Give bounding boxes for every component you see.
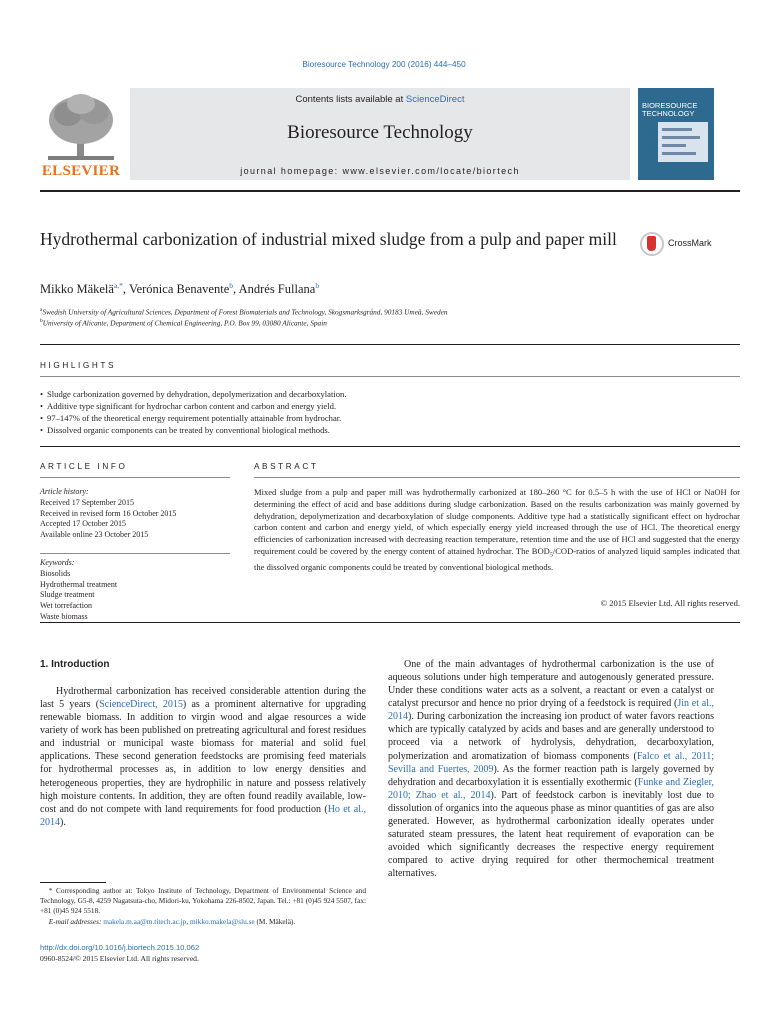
email-label: E-mail addresses:	[48, 916, 104, 926]
author-affil-marker[interactable]: b	[315, 281, 320, 290]
author-affil-marker[interactable]: b	[229, 281, 234, 290]
affiliation-text: University of Alicante, Department of Chemical Engineering, P.O. Box 99, 03080 Alicante, Spain	[42, 318, 327, 328]
section-heading: 1. Introduction	[40, 659, 110, 670]
affiliation	[40, 318, 740, 327]
divider	[40, 477, 230, 478]
article-title: Hydrothermal carbonization of industrial mixed sludge from a pulp and paper mill	[40, 229, 617, 249]
history-label: Article history:	[40, 487, 89, 496]
author-name[interactable]: Andrés Fullana	[238, 282, 316, 297]
citation-link[interactable]: Jin et al., 2014	[388, 698, 714, 723]
citation-link[interactable]: Ho et al., 2014	[40, 803, 367, 828]
homepage-prefix: journal homepage:	[240, 166, 343, 176]
journal-cover-thumbnail[interactable]	[638, 88, 714, 180]
email-link[interactable]: mikko.makela@slu.se	[189, 916, 255, 926]
sciencedirect-link[interactable]: ScienceDirect	[405, 94, 465, 105]
keywords-label: Keywords:	[40, 558, 75, 567]
intro-text: ).	[60, 816, 66, 828]
keyword-item[interactable]: Biosolids	[40, 568, 71, 578]
author-separator: ,	[122, 282, 129, 297]
affiliation-marker: b	[40, 318, 43, 324]
history-revised: Received in revised form 16 October 2015	[40, 508, 177, 518]
keywords	[40, 558, 230, 623]
article-history	[40, 487, 230, 541]
highlights-list	[40, 388, 740, 436]
divider	[40, 553, 230, 554]
citation-link[interactable]: ScienceDirect, 2015	[99, 699, 183, 711]
author-affil-marker[interactable]: a,*	[113, 281, 123, 290]
divider	[40, 446, 740, 447]
crossmark-button[interactable]	[640, 232, 730, 254]
affiliation	[40, 307, 740, 316]
affiliation-text: Swedish University of Agricultural Sciences, Department of Forest Biomaterials and Technology, Skogsmarksgränd, 90183 Umeå, Sweden	[42, 307, 448, 317]
keyword-item[interactable]: Sludge treatment	[40, 590, 95, 600]
email-link[interactable]: makela.m.aa@m.titech.ac.jp	[103, 916, 187, 926]
keyword-item[interactable]: Waste biomass	[40, 611, 88, 621]
footnote	[40, 886, 366, 927]
citation-link[interactable]: Falco et al., 2011; Sevilla and Fuertes, 2009	[388, 750, 715, 775]
cover-figure	[658, 122, 708, 162]
divider	[40, 344, 740, 345]
doi-link[interactable]: http://dx.doi.org/10.1016/j.biortech.2015.10.062	[40, 943, 200, 952]
history-received: Received 17 September 2015	[40, 497, 134, 507]
affiliation-marker: a	[40, 307, 43, 313]
cover-title-line2: TECHNOLOGY	[642, 109, 695, 118]
highlights-heading: HIGHLIGHTS	[40, 361, 117, 370]
divider	[40, 622, 740, 623]
highlight-item: • Additive type significant for hydrochar carbon content and carbon and energy yield.	[40, 400, 740, 412]
header-rule	[40, 190, 740, 192]
email-line	[40, 917, 366, 927]
homepage-url-link[interactable]: www.elsevier.com/locate/biortech	[342, 166, 520, 176]
history-online: Available online 23 October 2015	[40, 530, 149, 540]
author-name[interactable]: Mikko Mäkelä	[40, 282, 114, 297]
abstract-body-end: /COD-ratios of analyzed liquid samples indicated that the dissolved organic components could be treated by conventional biological methods.	[254, 545, 740, 573]
publisher-name: ELSEVIER	[41, 163, 121, 179]
issn-line: 0960-8524/© 2015 Elsevier Ltd. All rights reserved.	[40, 954, 199, 963]
intro-text: ). During carbonization the increasing ion product of water favors reactions which are typically catalyzed by acids and bases and are generally understood to proceed via a network of hydrolysis, dehydration, decarboxylation, polymerization and aromatization of biomass components (	[388, 711, 714, 762]
crossmark-icon	[640, 232, 664, 256]
intro-paragraph-right	[388, 658, 714, 880]
cover-title	[642, 102, 712, 118]
journal-title: Bioresource Technology	[287, 122, 473, 143]
subscript: 5	[549, 552, 553, 559]
divider	[40, 376, 740, 377]
corresponding-author-note: * Corresponding author at: Tokyo Institute of Technology, Department of Environmental Science and Technology, G5-8, 4259 Nagatsuta-cho, Midori-ku, Yokohama 226-8502, Japan. Tel.: +81 (0)45 924 5507, fax: +81 (0)45 924 5518.	[40, 886, 366, 916]
keyword-item[interactable]: Wet torrefaction	[40, 601, 92, 611]
highlight-item: • Dissolved organic components can be treated by conventional biological methods.	[40, 424, 740, 436]
history-accepted: Accepted 17 October 2015	[40, 519, 126, 529]
intro-paragraph-left	[40, 685, 366, 829]
author-separator: ,	[233, 282, 239, 297]
intro-text: ). As the former reaction path is largely governed by dehydration and decarboxylation it is essentially exothermic (	[388, 763, 714, 788]
highlight-item: • 97–147% of the theoretical energy requirement potentially attainable from hydrochar.	[40, 412, 740, 424]
citation-link[interactable]: Funke and Ziegler, 2010; Zhao et al., 2014	[388, 776, 714, 801]
cover-title-line1: BIORESOURCE	[642, 101, 698, 110]
divider	[254, 477, 740, 478]
abstract-text	[254, 487, 740, 574]
author-name[interactable]: Verónica Benavente	[128, 282, 230, 297]
journal-homepage	[130, 166, 630, 176]
intro-text: One of the main advantages of hydrothermal carbonization is the use of aqueous solutions under high temperature and autogenously generated pressure. Under these conditions water acts as a solvent, a reactant or even a catalyst or catalyst precursor and hence no prior drying of a feedstock is required (	[388, 659, 714, 710]
contents-prefix: Contents lists available at	[295, 94, 406, 105]
contents-line	[130, 94, 630, 105]
article-info-heading: ARTICLE INFO	[40, 462, 128, 471]
abstract-body: Mixed sludge from a pulp and paper mill was hydrothermally carbonized at 180–260 °C for 0.5–5 h with the use of HCl or NaOH for determining the effect of acid and base additions during sludge carbonization. Based on the results carbonization was mainly governed by dehydration, depolymerization and decarboxylation of sludge components. Additive type had a statistically significant effect on hydrochar carbon content and carbon and energy yield, of which especially energy yield increased through the use of HCl. The theoretical energy efficiencies of carbonization increased with decreasing reaction temperature, retention time and the use of HCl and suggested that the energy requirement could be covered by the energy content of attained hydrochar. The BOD	[254, 487, 740, 556]
crossmark-label: CrossMark	[668, 238, 712, 248]
abstract-copyright: © 2015 Elsevier Ltd. All rights reserved.	[600, 598, 740, 608]
intro-text: Hydrothermal carbonization has received considerable attention during the last 5 years (	[40, 686, 366, 711]
keyword-item[interactable]: Hydrothermal treatment	[40, 579, 118, 589]
abstract-heading: ABSTRACT	[254, 462, 319, 471]
email-separator: ,	[186, 916, 190, 926]
author-list	[40, 281, 740, 297]
highlight-item: • Sludge carbonization governed by dehydration, depolymerization and decarboxylation.	[40, 388, 740, 400]
journal-citation[interactable]: Bioresource Technology 200 (2016) 444–450	[302, 60, 466, 69]
intro-text: ). Part of feedstock carbon is inevitably lost due to dissolution of organics into the aqueous phase as minor quantities of gas are also generated. However, as hydrothermal carbonization ideally operates under saturated steam pressures, the latent heat requirement of evaporation can be avoided which significantly decreases the respective energy requirement compared to active drying required for other thermochemical treatment alternatives.	[388, 789, 714, 880]
email-suffix: (M. Mäkelä).	[254, 916, 296, 926]
footnote-rule	[40, 882, 106, 883]
intro-text: ) as a prominent alternative for upgrading renewable biomass. In addition to virgin wood and algae resources a wide variety of work has been published on pretreating agricultural and forest residues and industrial or municipal waste biomass for material and solid fuel applications. These second generation feedstocks are promising feed materials for hydrothermal processes as, in addition to low energy densities and heterogeneous properties, they are hydrophilic in nature and possess relatively high moisture contents. In addition, they are often found readily available, low-cost and do not compete with land requirements for food production (	[40, 699, 366, 815]
